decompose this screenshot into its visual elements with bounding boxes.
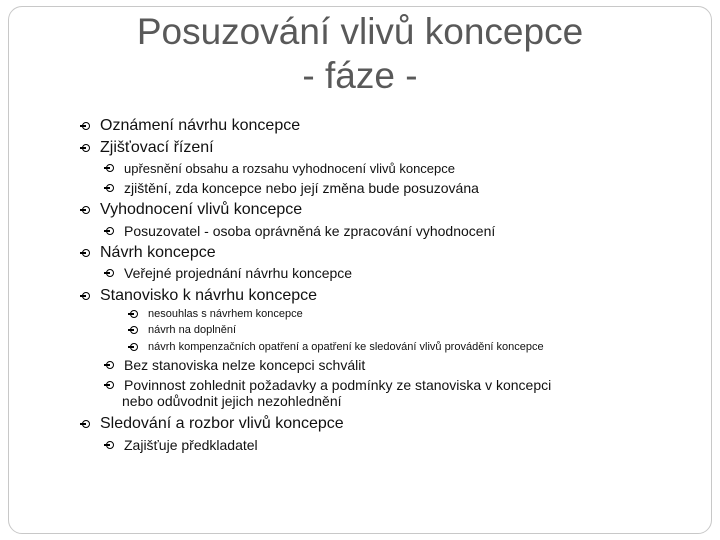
subsubbullet-kompenzacni	[128, 341, 544, 353]
bullet-text: Povinnost zohlednit požadavky a podmínky ze stanoviska v koncepci	[124, 377, 552, 393]
bullet-oznameni	[80, 117, 300, 135]
bullet-icon	[104, 164, 118, 173]
subbullet-upresneni	[104, 161, 455, 176]
bullet-text: Vyhodnocení vlivů koncepce	[100, 201, 303, 218]
bullet-text: Stanovisko k návrhu koncepce	[100, 287, 318, 304]
bullet-icon	[80, 144, 94, 153]
bullet-icon	[104, 361, 118, 370]
bullet-icon	[128, 310, 142, 319]
bullet-icon	[104, 381, 118, 390]
bullet-icon	[80, 420, 94, 429]
bullet-text: Návrh koncepce	[100, 244, 216, 261]
bullet-icon	[80, 206, 94, 215]
bullet-icon	[80, 249, 94, 258]
bullet-text: návrh kompenzačních opatření a opatření ke sledování vlivů provádění koncepce	[148, 341, 544, 353]
bullet-icon	[104, 441, 118, 450]
title-line-2: - fáze -	[302, 55, 418, 96]
bullet-text: upřesnění obsahu a rozsahu vyhodnocení vlivů koncepce	[124, 161, 455, 176]
bullet-sledovani	[80, 415, 344, 433]
bullet-text: nesouhlas s návrhem koncepce	[148, 308, 303, 320]
bullet-text: návrh na doplnění	[148, 324, 237, 336]
bullet-text: Sledování a rozbor vlivů koncepce	[100, 415, 344, 432]
bullet-icon	[104, 184, 118, 193]
bullet-icon	[128, 343, 142, 352]
subsubbullet-nesouhlas	[128, 308, 303, 320]
bullet-icon	[80, 292, 94, 301]
subbullet-posuzovatel	[104, 223, 495, 239]
bullet-navrh-koncepce	[80, 244, 216, 262]
title-line-1: Posuzování vlivů koncepce	[136, 11, 584, 52]
bullet-text: Veřejné projednání návrhu koncepce	[124, 265, 353, 281]
bullet-icon	[128, 326, 142, 335]
bullet-zjistovaci-rizeni	[80, 139, 214, 157]
subbullet-verejne-projednani	[104, 265, 352, 281]
bullet-icon	[80, 122, 94, 131]
subbullet-povinnost	[104, 377, 551, 393]
subbullet-bez-stanoviska	[104, 357, 365, 373]
bullet-text: Posuzovatel - osoba oprávněná ke zpracování vyhodnocení	[124, 223, 496, 239]
bullet-vyhodnoceni	[80, 201, 302, 219]
bullet-text: Zjišťovací řízení	[100, 139, 214, 156]
bullet-stanovisko	[80, 287, 317, 305]
subbullet-povinnost-continuation: nebo odůvodnit jejich nezohlednění	[122, 393, 342, 409]
bullet-icon	[104, 269, 118, 278]
subbullet-zjisteni	[104, 180, 479, 196]
bullet-text: zjištění, zda koncepce nebo její změna bude posuzována	[124, 180, 479, 196]
subbullet-zajistuje	[104, 437, 258, 453]
bullet-icon	[104, 227, 118, 236]
bullet-text: Zajišťuje předkladatel	[124, 437, 258, 453]
bullet-text: Oznámení návrhu koncepce	[100, 117, 301, 134]
slide-title	[0, 10, 720, 98]
subsubbullet-doplneni	[128, 324, 236, 336]
bullet-text: Bez stanoviska nelze koncepci schválit	[124, 357, 366, 373]
